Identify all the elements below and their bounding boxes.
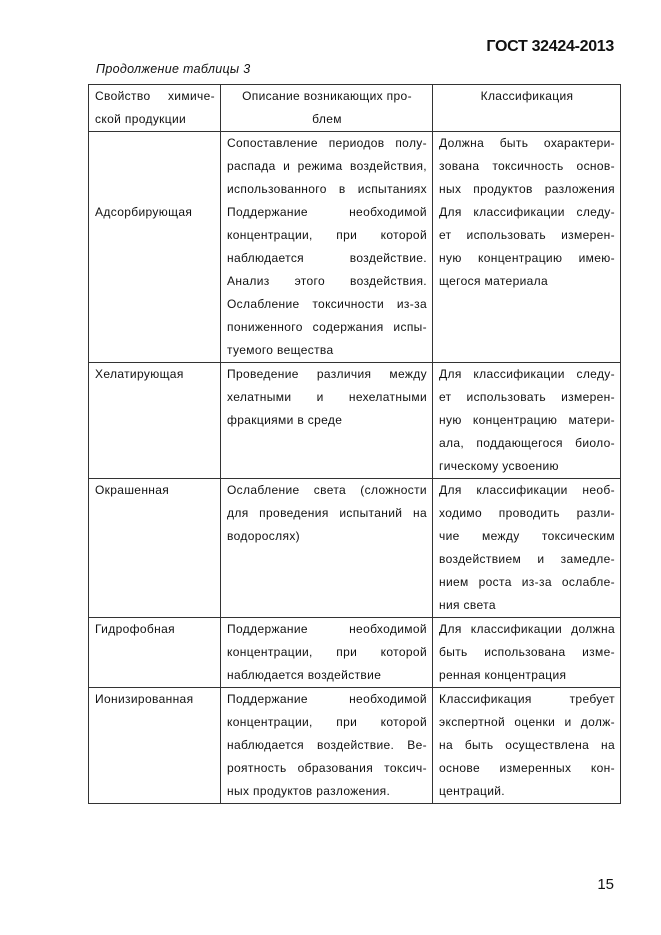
cell-line: Для классификации следу- xyxy=(439,205,615,219)
cell-line: Окрашенная xyxy=(95,483,170,497)
cell-line: ходимо проводить разли- xyxy=(439,506,615,520)
cell-line: Анализ этого воздействия. xyxy=(227,274,427,288)
cell-line: быть использована изме- xyxy=(439,645,615,659)
cell-line: наблюдается воздействие. xyxy=(227,251,427,265)
cell-line: водорослях) xyxy=(227,529,301,543)
cell-line: Поддержание необходимой xyxy=(227,622,427,636)
cell-line: Классификация xyxy=(480,89,574,103)
cell-line: концентрации, при которой xyxy=(227,645,427,659)
cell-problem xyxy=(221,688,433,804)
cell-line: роятность образования токсич- xyxy=(227,761,427,775)
cell-property xyxy=(89,688,221,804)
cell-line: Для классификации должна xyxy=(439,622,615,636)
cell-line: хелатными и нехелатными xyxy=(227,390,427,404)
cell-property xyxy=(89,479,221,618)
cell-line xyxy=(95,178,215,201)
cell-line: чие между токсическим xyxy=(439,529,615,543)
cell-line: ской продукции xyxy=(95,112,187,126)
cell-problem xyxy=(221,363,433,479)
cell-property xyxy=(89,363,221,479)
cell-property xyxy=(89,618,221,688)
cell-line: Ослабление токсичности из-за xyxy=(227,297,427,311)
cell-line: Проведение различия между xyxy=(227,367,427,381)
cell-line: гическому усвоению xyxy=(439,459,559,473)
cell-line: ренная концентрация xyxy=(439,668,567,682)
cell-classification xyxy=(433,132,621,363)
cell-classification xyxy=(433,363,621,479)
page-number: 15 xyxy=(597,876,614,893)
cell-line: ет использовать измерен- xyxy=(439,228,615,242)
cell-line: наблюдается воздействие. Ве- xyxy=(227,738,427,752)
cell-problem xyxy=(221,618,433,688)
cell-line: Для классификации следу- xyxy=(439,367,615,381)
cell-line: распада и режима воздействия, xyxy=(227,159,427,173)
header-classification xyxy=(433,85,621,132)
cell-line: ала, поддающегося биоло- xyxy=(439,436,615,450)
cell-line: Поддержание необходимой xyxy=(227,692,427,706)
cell-line xyxy=(95,155,215,178)
cell-line: туемого вещества xyxy=(227,343,334,357)
cell-line: пониженного содержания испы- xyxy=(227,320,427,334)
table-row xyxy=(89,688,621,804)
cell-line: ную концентрацию матери- xyxy=(439,413,615,427)
cell-line: блем xyxy=(312,112,342,126)
cell-line: на быть осуществлена на xyxy=(439,738,615,752)
table-row xyxy=(89,479,621,618)
cell-line xyxy=(95,132,215,155)
document-id: ГОСТ 32424-2013 xyxy=(486,38,614,55)
cell-line: Ионизированная xyxy=(95,692,194,706)
cell-line: Должна быть охарактери- xyxy=(439,136,615,150)
cell-line: для проведения испытаний на xyxy=(227,506,427,520)
cell-line: щегося материала xyxy=(439,274,549,288)
cell-property xyxy=(89,132,221,363)
table-header-row xyxy=(89,85,621,132)
cell-line: зована токсичность основ- xyxy=(439,159,615,173)
cell-line: Описание возникающих про- xyxy=(242,89,412,103)
cell-line: основе измеренных кон- xyxy=(439,761,615,775)
table-row xyxy=(89,132,621,363)
cell-line: Сопоставление периодов полу- xyxy=(227,136,427,150)
cell-line: наблюдается воздействие xyxy=(227,668,382,682)
cell-line: ния света xyxy=(439,598,496,612)
cell-line: Для классификации необ- xyxy=(439,483,615,497)
cell-line: Свойство химиче- xyxy=(95,89,215,103)
table-caption: Продолжение таблицы 3 xyxy=(96,62,251,76)
cell-line: центраций. xyxy=(439,784,505,798)
cell-line: нием роста из-за ослабле- xyxy=(439,575,615,589)
cell-line: Адсорбирующая xyxy=(95,205,193,219)
cell-line: концентрации, при которой xyxy=(227,715,427,729)
cell-line: ных продуктов разложения xyxy=(439,182,615,196)
table-row xyxy=(89,363,621,479)
cell-line: Гидрофобная xyxy=(95,622,175,636)
cell-line: воздействием и замедле- xyxy=(439,552,615,566)
table-row xyxy=(89,618,621,688)
header-problem xyxy=(221,85,433,132)
header-property xyxy=(89,85,221,132)
cell-line: экспертной оценки и долж- xyxy=(439,715,615,729)
cell-line: Хелатирующая xyxy=(95,367,184,381)
classification-table xyxy=(88,84,621,804)
cell-line: Поддержание необходимой xyxy=(227,205,427,219)
cell-line: Классификация требует xyxy=(439,692,615,706)
cell-problem xyxy=(221,132,433,363)
cell-classification xyxy=(433,688,621,804)
cell-problem xyxy=(221,479,433,618)
cell-line: ет использовать измерен- xyxy=(439,390,615,404)
cell-line: ных продуктов разложения. xyxy=(227,784,391,798)
cell-line: концентрации, при которой xyxy=(227,228,427,242)
cell-classification xyxy=(433,618,621,688)
cell-line: ную концентрацию имею- xyxy=(439,251,615,265)
cell-line: использованного в испытаниях xyxy=(227,182,427,196)
cell-classification xyxy=(433,479,621,618)
cell-line: фракциями в среде xyxy=(227,413,343,427)
cell-line: Ослабление света (сложности xyxy=(227,483,427,497)
